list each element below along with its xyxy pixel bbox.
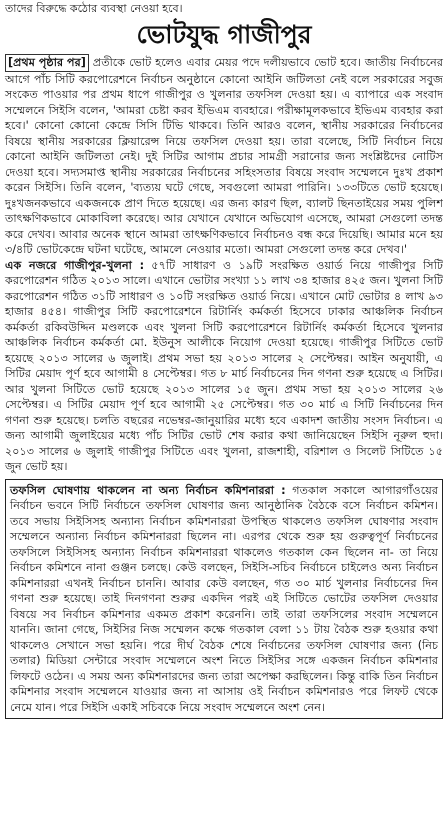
- continued-tag: [প্রথম পৃষ্ঠার পর]: [5, 54, 89, 72]
- section-at-a-glance: [5, 258, 443, 475]
- paragraph-intro-text: প্রতীকে ভোট হলেও এবার মেয়র পদে দলীয়ভাবে ভোট হবে। জাতীয় নির্বাচনের আগে পাঁচ সিটি করপোরেশনে নির্বাচন অনুষ্ঠানে কোনো আইনি জটিলতা নেই বলে সরকারের সবুজ সংকেত পাওয়ার পর প্রথম ধাপে গাজীপুর ও খুলনার তফসিল দেওয়া হয়। এ ব্যাপারে এক সংবাদ সম্মেলনে সিইসি বলেন, 'আমরা চেষ্টা করব ইভিএম ব্যবহারে। পরীক্ষামূলকভাবে ইভিএম ব্যবহার করা হবে।' কোনো কোনো কেন্দ্রে সিসি টিভি থাকবে। তিনি আরও বলেন, স্থানীয় সরকারের নির্বাচনের বিষয়ে স্থানীয় সরকারের ক্লিয়ারেন্স নিয়ে তফসিল দেওয়া হয়। তারা বলেছে, সিটি নির্বাচন নিয়ে কোনো আইনি জটিলতা নেই। দুই সিটির আগাম প্রচার সামগ্রী সরানোর জন্য সংশ্লিষ্টদের নোটিস দেওয়া হবে। সদ্যসমাপ্ত স্থানীয় সরকারের নির্বাচনের সহিংসতার বিষয়ে সংবাদ সম্মেলনে দুঃখ প্রকাশ করেন সিইসি। তিনি বলেন, 'ব্যত্যয় ঘটে গেছে, সবগুলো আমরা পারিনি। ১৩৩টিতে ভোট হয়েছে। দুঃখজনকভাবে একজনকে প্রাণ দিতে হয়েছে। এর জন্য কারণ ছিল, ব্যালট ছিনতাইয়ের সময় পুলিশ তাৎক্ষণিকভাবে মোকাবিলা করেছে। আর যেখানে যেখানে অভিযোগ এসেছে, আমরা সেগুলো তদন্ত করে দেখব। আবার অনেক স্থানে আমরা তাৎক্ষণিকভাবে নির্বাচনও বন্ধ করে দিয়েছি। আমার মনে হয় ৩/৪টি ভোটকেন্দ্রে ঘটনা ঘটেছে, আমলে নেওয়ার মতো। আমরা সেগুলো তদন্ত করে দেখব।': [5, 56, 444, 256]
- section-commissioners-title: তফসিল ঘোষণায় থাকলেন না অন্য নির্বাচন কমিশনাররা :: [10, 483, 286, 497]
- section-commissioners-box: [5, 479, 443, 720]
- section-at-a-glance-text: ৫৭টি সাধারণ ও ১৯টি সংরক্ষিত ওয়ার্ড নিয়ে গাজীপুর সিটি করপোরেশন গঠিত ২০১৩ সালে। এখানে ভোটার সংখ্যা ১১ লাখ ৩৪ হাজার ৪২৫ জন। খুলনা সিটি করপোরেশন গঠিত ৩১টি সাধারণ ও ১০টি সংরক্ষিত ওয়ার্ড নিয়ে। এখানে মোট ভোটার ৪ লাখ ৯৩ হাজার ৪৫৪। গাজীপুর সিটি করপোরেশনে রিটার্নিং কর্মকর্তা হিসেবে ঢাকার আঞ্চলিক নির্বাচন কর্মকর্তা রকিবউদ্দিন মণ্ডলকে এবং খুলনা সিটি করপোরেশনে রিটার্নিং কর্মকর্তা হিসেবে খুলনার আঞ্চলিক নির্বাচন কর্মকর্তা মো. ইউনুস আলীকে নিয়োগ দেওয়া হয়েছে। গাজীপুর সিটিতে ভোট হয়েছে ২০১৩ সালের ৬ জুলাই। প্রথম সভা হয় ২০১৩ সালের ২ সেপ্টেম্বর। আইন অনুযায়ী, এ সিটির মেয়াদ পূর্ণ হবে আগামী ৪ সেপ্টেম্বর। গত ৮ মার্চ নির্বাচনের দিন গণনা শুরু হয়েছে এ সিটির। আর খুলনা সিটিতে ভোট হয়েছে ২০১৩ সালের ১৫ জুন। প্রথম সভা হয় ২০১৩ সালের ২৬ সেপ্টেম্বর। এ সিটির মেয়াদ পূর্ণ হবে আগামী ২৫ সেপ্টেম্বর। গত ৩০ মার্চ এ সিটি নির্বাচনের দিন গণনা শুরু হয়েছে। চলতি বছরের নভেম্বর-জানুয়ারির মধ্যে হবে একাদশ জাতীয় সংসদ নির্বাচন। এ জন্য আগামী জুলাইয়ের মধ্যে পাঁচ সিটির ভোট শেষ করার কথা জানিয়েছেন সিইসি নূরুল হুদা। ২০১৩ সালের ৬ জুলাই গাজীপুর সিটিতে এবং খুলনা, রাজশাহী, বরিশাল ও সিলেট সিটিতে ১৫ জুন ভোট হয়।: [5, 258, 443, 473]
- continued-line: তাদের বিরুদ্ধে কঠোর ব্যবস্থা নেওয়া হবে।: [5, 2, 183, 15]
- section-commissioners: [10, 483, 438, 716]
- section-commissioners-text: গতকাল সকালে আগারগাঁওয়ের নির্বাচন ভবনে সিটি নির্বাচনে তফসিল ঘোষণার জন্য আনুষ্ঠানিক বৈঠকে বসে নির্বাচন কমিশন। তবে সভায় সিইসিসহ অন্যান্য নির্বাচন কমিশনাররা উপস্থিত থাকলেও তফসিল ঘোষণার সংবাদ সম্মেলনে অন্যান্য নির্বাচন কমিশনাররা ছিলেন না। এরপর থেকে শুরু হয় গুরুত্বপূর্ণ নির্বাচনের তফসিলে সিইসিসহ অন্যান্য নির্বাচন কমিশনাররা থাকলেও গতকাল কেন ছিলেন না- তা নিয়ে নির্বাচন কমিশনে নানা গুঞ্জন চলছে। কেউ বলছেন, সিইসি-সচিব নির্বাচনে চাইলেও অন্য নির্বাচন কমিশনাররা এখনই নির্বাচন চাননি। আবার কেউ বলছেন, গত ৩০ মার্চ খুলনার নির্বাচনের দিন গণনা শুরু হয়েছে। তাই দিনগণনা শুরুর একদিন পরই এই সিটিতে ভোটের তফসিল দেওয়ার বিষয়ে সব নির্বাচন কমিশনার একমত প্রকাশ করেননি। তাই তারা তফসিলের সংবাদ সম্মেলনে যাননি। জানা গেছে, সিইসির নিজ সম্মেলন কক্ষে গতকাল বেলা ১১ টায় বৈঠক শুরু হওয়ার কথা থাকলেও সেখানে সভা হয়নি। পরে দীর্ঘ বৈঠক শেষে নির্বাচনের তফসিল ঘোষণার জন্য (নিচ তলার) মিডিয়া সেন্টারে সংবাদ সম্মেলনে অংশ নিতে সিইসির সঙ্গে একজন নির্বাচন কমিশনার লিফটে ওঠেন। এ সময় অন্য কমিশনারদের জন্য তারা অপেক্ষা করছিলেন। কিন্তু বাকি তিন নির্বাচন কমিশনার সংবাদ সম্মেলনে যাওয়ার জন্য না আসায় ওই নির্বাচন কমিশনারও পরে লিফট থেকে নেমে যান। পরে সিইসি একাই সচিবকে নিয়ে সংবাদ সম্মেলনে অংশ নেন।: [10, 483, 438, 714]
- article-body: [5, 54, 443, 719]
- section-at-a-glance-title: এক নজরে গাজীপুর-খুলনা :: [5, 258, 145, 272]
- paragraph-intro: [5, 54, 443, 258]
- headline: ভোটযুদ্ধ গাজীপুর: [136, 20, 312, 49]
